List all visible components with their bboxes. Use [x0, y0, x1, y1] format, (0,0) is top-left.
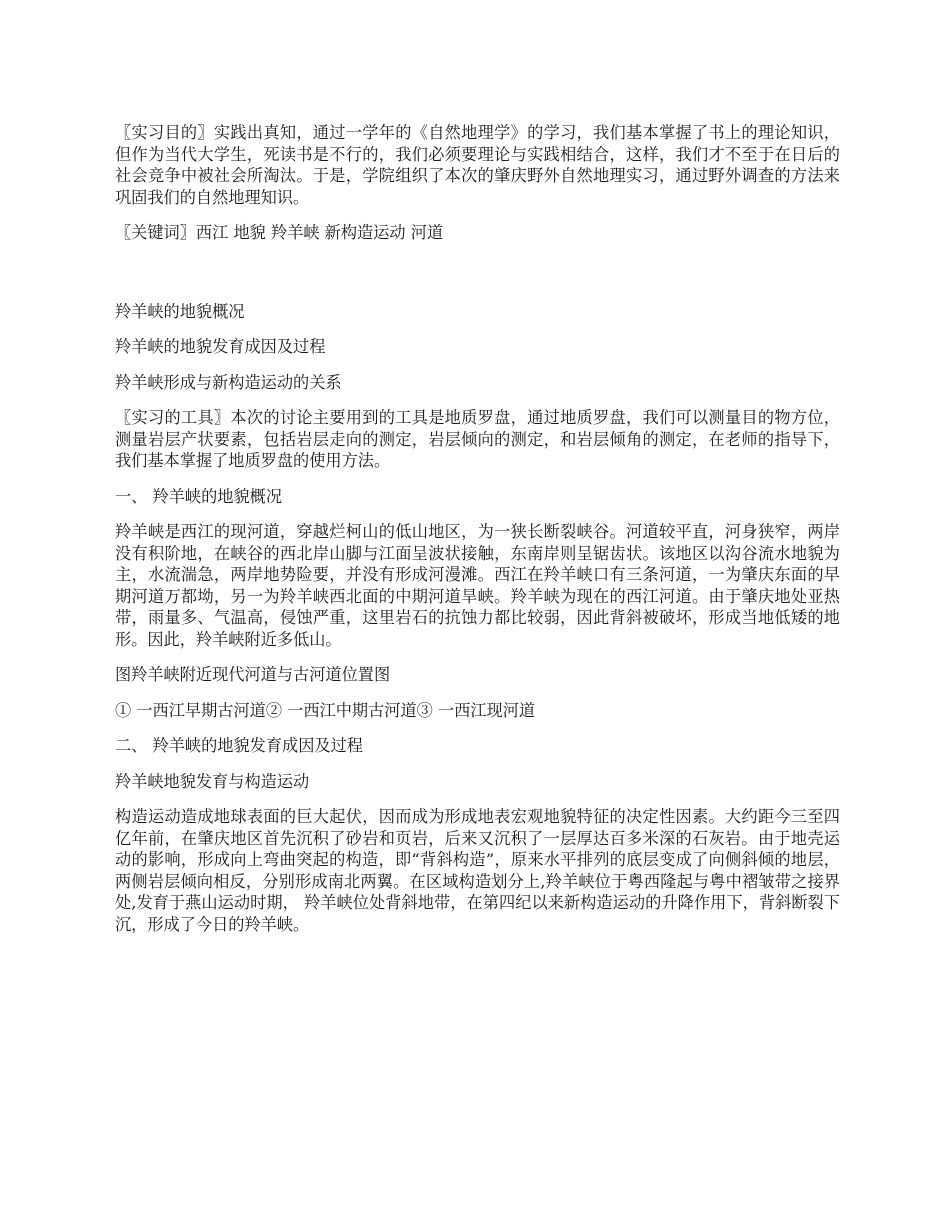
outline-item-1: 羚羊峡的地貌概况 — [115, 301, 245, 321]
section-heading-2: 二、 羚羊峡的地貌发育成因及过程 — [115, 736, 363, 755]
tools-paragraph: 〖实习的工具〗本次的讨论主要用到的工具是地质罗盘，通过地质罗盘，我们可以测量目的物方位，测量岩层产状要素，包括岩层走向的测定，岩层倾向的测定，和岩层倾角的测定，在老师的指导下，我们基本掌握了地质罗盘的使用方法。 — [115, 408, 840, 470]
purpose-paragraph: 〖实习目的〗实践出真知，通过一学年的《自然地理学》的学习，我们基本掌握了书上的理论知识，但作为当代大学生，死读书是不行的，我们必须要理论与实践相结合，这样，我们才不至于在日后的社会竞争中被社会所淘汰。于是，学院组织了本次的肇庆野外自然地理实习，通过野外调查的方法来巩固我们的自然地理知识。 — [115, 123, 840, 207]
keywords-line: 〖关键词〗西江 地貌 羚羊峡 新构造运动 河道 — [115, 223, 444, 242]
document-body — [115, 122, 840, 949]
figure-caption: 图羚羊峡附近现代河道与古河道位置图 — [115, 665, 391, 684]
outline-item-3: 羚羊峡形成与新构造运动的关系 — [115, 372, 342, 392]
landform-paragraph: 羚羊峡是西江的现河道，穿越烂柯山的低山地区，为一狭长断裂峡谷。河道较平直，河身狭窄，两岸没有积阶地，在峡谷的西北岸山脚与江面呈波状接触，东南岸则呈锯齿状。该地区以沟谷流水地貌为主，水流湍急，两岸地势险要，并没有形成河漫滩。西江在羚羊峡口有三条河道，一为肇庆东面的早期河道万都坳，另一为羚羊峡西北面的中期河道旱峡。羚羊峡为现在的西江河道。由于肇庆地处亚热带，雨量多、气温高，侵蚀严重，这里岩石的抗蚀力都比较弱，因此背斜被破坏，形成当地低矮的地形。因此，羚羊峡附近多低山。 — [115, 522, 840, 649]
outline-item-2: 羚羊峡的地貌发育成因及过程 — [115, 337, 326, 356]
tectonic-paragraph: 构造运动造成地球表面的巨大起伏，因而成为形成地表宏观地貌特征的决定性因素。大约距今三至四亿年前，在肇庆地区首先沉积了砂岩和页岩，后来又沉积了一层厚达百多米深的石灰岩。由于地壳运动的影响，形成向上弯曲突起的构造，即“背斜构造”，原来水平排列的底层变成了向侧斜倾的地层，两侧岩层倾向相反，分别形成南北两翼。在区域构造划分上,羚羊峡位于粤西隆起与粤中褶皱带之接界处,发育于燕山运动时期， 羚羊峡位处背斜地带，在第四纪以来新构造运动的升降作用下，背斜断裂下沉，形成了今日的羚羊峡。 — [115, 807, 840, 934]
figure-legend: ① 一西江早期古河道② 一西江中期古河道③ 一西江现河道 — [115, 700, 536, 720]
section-heading-1: 一、 羚羊峡的地貌概况 — [115, 486, 283, 506]
blank-space — [115, 258, 840, 301]
subsection-heading: 羚羊峡地貌发育与构造运动 — [115, 771, 310, 791]
